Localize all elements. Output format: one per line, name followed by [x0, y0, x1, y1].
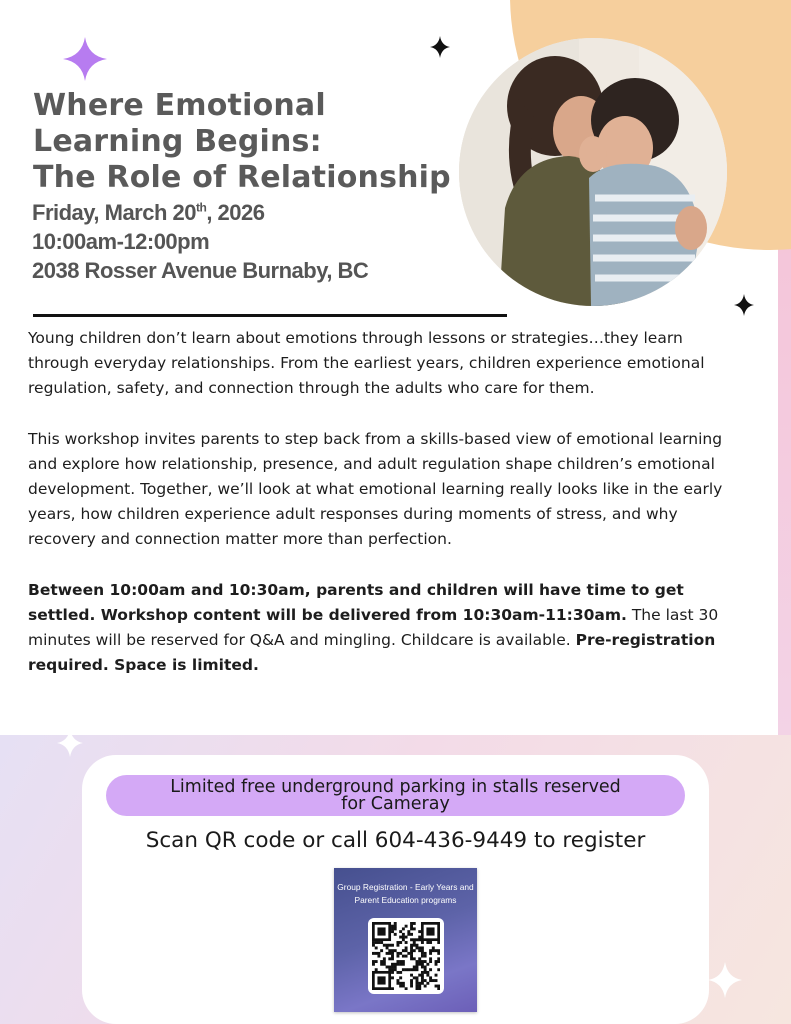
- black-sparkle-icon: [734, 294, 754, 316]
- qr-code-card[interactable]: [334, 868, 477, 1012]
- schedule-text: The last 30 minutes will be reserved for Q&A and mingling. Childcare is available.: [28, 605, 719, 650]
- mother-child-photo: [459, 38, 727, 306]
- schedule-paragraph: [28, 578, 738, 679]
- event-title: [33, 88, 451, 196]
- white-sparkle-icon: [708, 962, 742, 998]
- event-details: [32, 198, 368, 285]
- parking-note-text: Limited free underground parking in stalls reserved for Cameray: [170, 776, 621, 814]
- description-paragraph: Young children don’t learn about emotions through lessons or strategies…they learn through everyday relationships. From the earliest years, children experience emotional regulation, safety, and connection through the adults who care for them.: [28, 329, 705, 398]
- event-date-year: , 2026: [206, 200, 265, 225]
- title-line: Where Emotional: [33, 88, 326, 123]
- register-call-to-action: Scan QR code or call 604-436-9449 to register: [145, 828, 646, 853]
- white-sparkle-icon: [57, 729, 83, 757]
- qr-code-icon: [372, 922, 440, 990]
- schedule-bold-text: Between 10:00am and 10:30am, parents and children will have time to get settled. Workshop content will be delivered from 10:30am-11:30am.: [28, 580, 684, 624]
- registration-required-text: Pre-registration required. Space is limited.: [28, 631, 716, 675]
- event-date-suffix: th: [196, 200, 207, 215]
- event-location: 2038 Rosser Avenue Burnaby, BC: [32, 258, 369, 283]
- section-divider: [33, 314, 507, 317]
- event-time: 10:00am-12:00pm: [32, 229, 210, 254]
- event-date: [32, 198, 368, 227]
- description-paragraph: This workshop invites parents to step back from a skills-based view of emotional learning and explore how relationship, presence, and adult regulation shape children’s emotional development. Together, we’ll look at what emotional learning really looks like in the early years, how children experience adult responses during moments of stress, and why recovery and connection matter more than perfection.: [28, 429, 723, 549]
- title-line: The Role of Relationship: [33, 160, 451, 195]
- parking-note-banner: [106, 775, 685, 816]
- title-line: Learning Begins:: [33, 124, 322, 159]
- black-sparkle-icon: [430, 36, 450, 58]
- qr-caption: Group Registration - Early Years and Parent Education programs: [337, 882, 474, 905]
- purple-sparkle-icon: [63, 37, 107, 81]
- event-date-main: Friday, March 20: [32, 200, 196, 225]
- qr-code[interactable]: [368, 918, 444, 994]
- event-description: [28, 326, 738, 703]
